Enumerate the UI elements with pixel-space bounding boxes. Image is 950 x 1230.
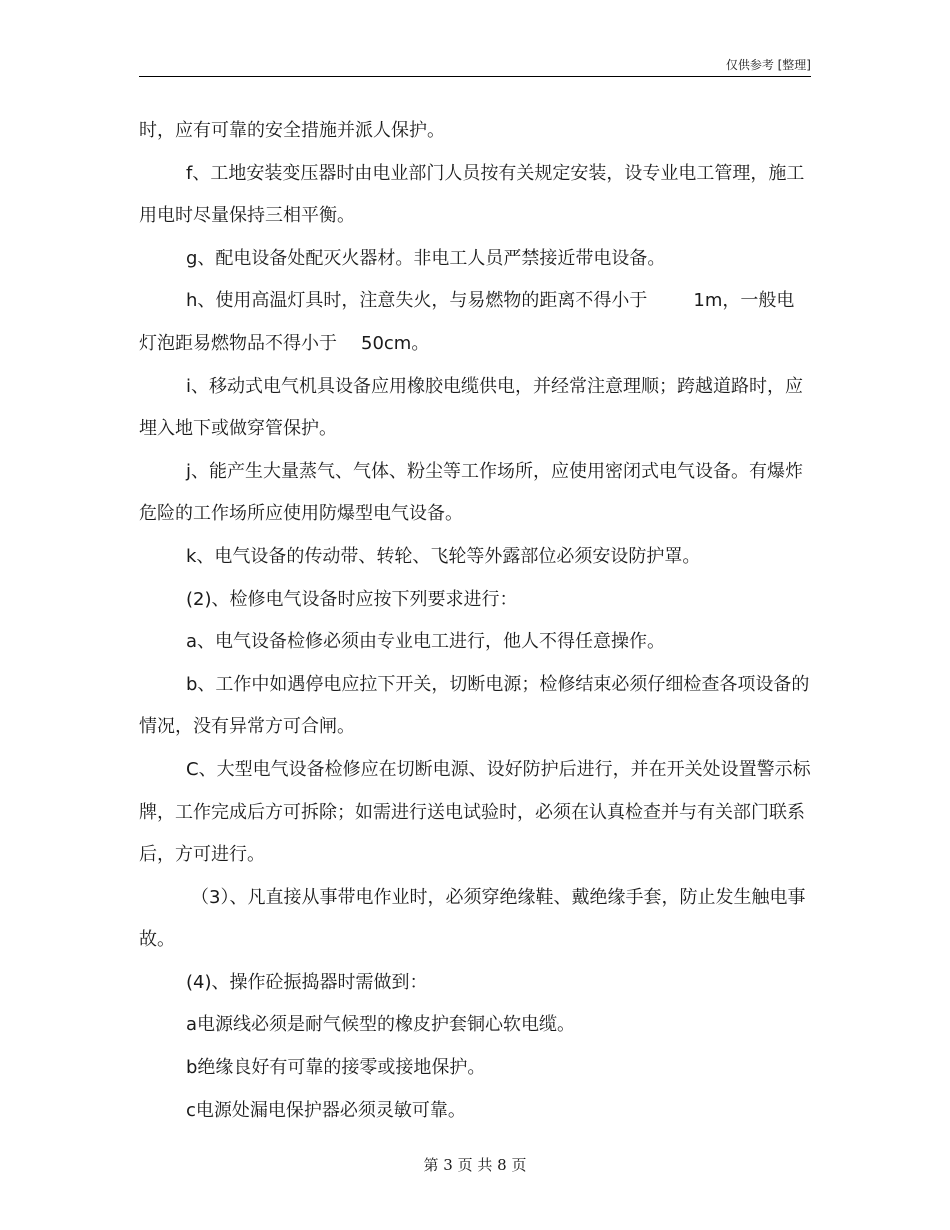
paragraph: j、能产生大量蒸气、气体、粉尘等工作场所，应使用密闭式电气设备。有爆炸危险的工作场所应使用防爆型电气设备。 xyxy=(139,460,803,525)
paragraph: (2)、检修电气设备时应按下列要求进行： xyxy=(186,588,518,610)
paragraph: i、移动式电气机具设备应用橡胶电缆供电，并经常注意理顺；跨越道路时，应埋入地下或做穿管保护。 xyxy=(139,375,803,440)
paragraph: c电源处漏电保护器必须灵敏可靠。 xyxy=(186,1099,466,1121)
paragraph: b、工作中如遇停电应拉下开关，切断电源；检修结束必须仔细检查各项设备的情况，没有异常方可合闸。 xyxy=(139,673,810,738)
paragraph: (4)、操作砼振捣器时需做到： xyxy=(186,971,428,993)
header-note: 仅供参考 [整理] xyxy=(725,58,811,72)
paragraph-h-part-1: h、使用高温灯具时，注意失火，与易燃物的距离不得小于 xyxy=(186,290,648,312)
paragraph-h xyxy=(139,280,811,365)
paragraph: f、工地安装变压器时由电业部门人员按有关规定安装，设专业电工管理，施工用电时尽量保持三相平衡。 xyxy=(139,162,805,227)
paragraph: （3）、凡直接从事带电作业时，必须穿绝缘鞋、戴绝缘手套，防止发生触电事故。 xyxy=(139,886,806,951)
paragraph: 时，应有可靠的安全措施并派人保护。 xyxy=(139,120,445,141)
paragraph: b绝缘良好有可靠的接零或接地保护。 xyxy=(186,1057,486,1079)
document-body xyxy=(139,110,811,1132)
paragraph-h-part-2: 1m，一般电灯泡距易燃物品不得小于 xyxy=(139,290,795,354)
paragraph: k、电气设备的传动带、转轮、飞轮等外露部位必须安设防护罩。 xyxy=(186,545,701,567)
paragraph: g、配电设备处配灭火器材。非电工人员严禁接近带电设备。 xyxy=(186,247,666,269)
page-header xyxy=(139,56,811,77)
paragraph: a、电气设备检修必须由专业电工进行，他人不得任意操作。 xyxy=(186,631,666,653)
paragraph: a电源线必须是耐气候型的橡皮护套铜心软电缆。 xyxy=(186,1014,576,1036)
page-footer xyxy=(0,1154,950,1175)
page-number-label: 第 3 页 共 8 页 xyxy=(423,1156,527,1174)
paragraph-h-part-3: 50cm。 xyxy=(361,332,430,354)
paragraph: C、大型电气设备检修应在切断电源、设好防护后进行，并在开关处设置警示标牌，工作完成后方可拆除；如需进行送电试验时，必须在认真检查并与有关部门联系后，方可进行。 xyxy=(139,758,811,866)
